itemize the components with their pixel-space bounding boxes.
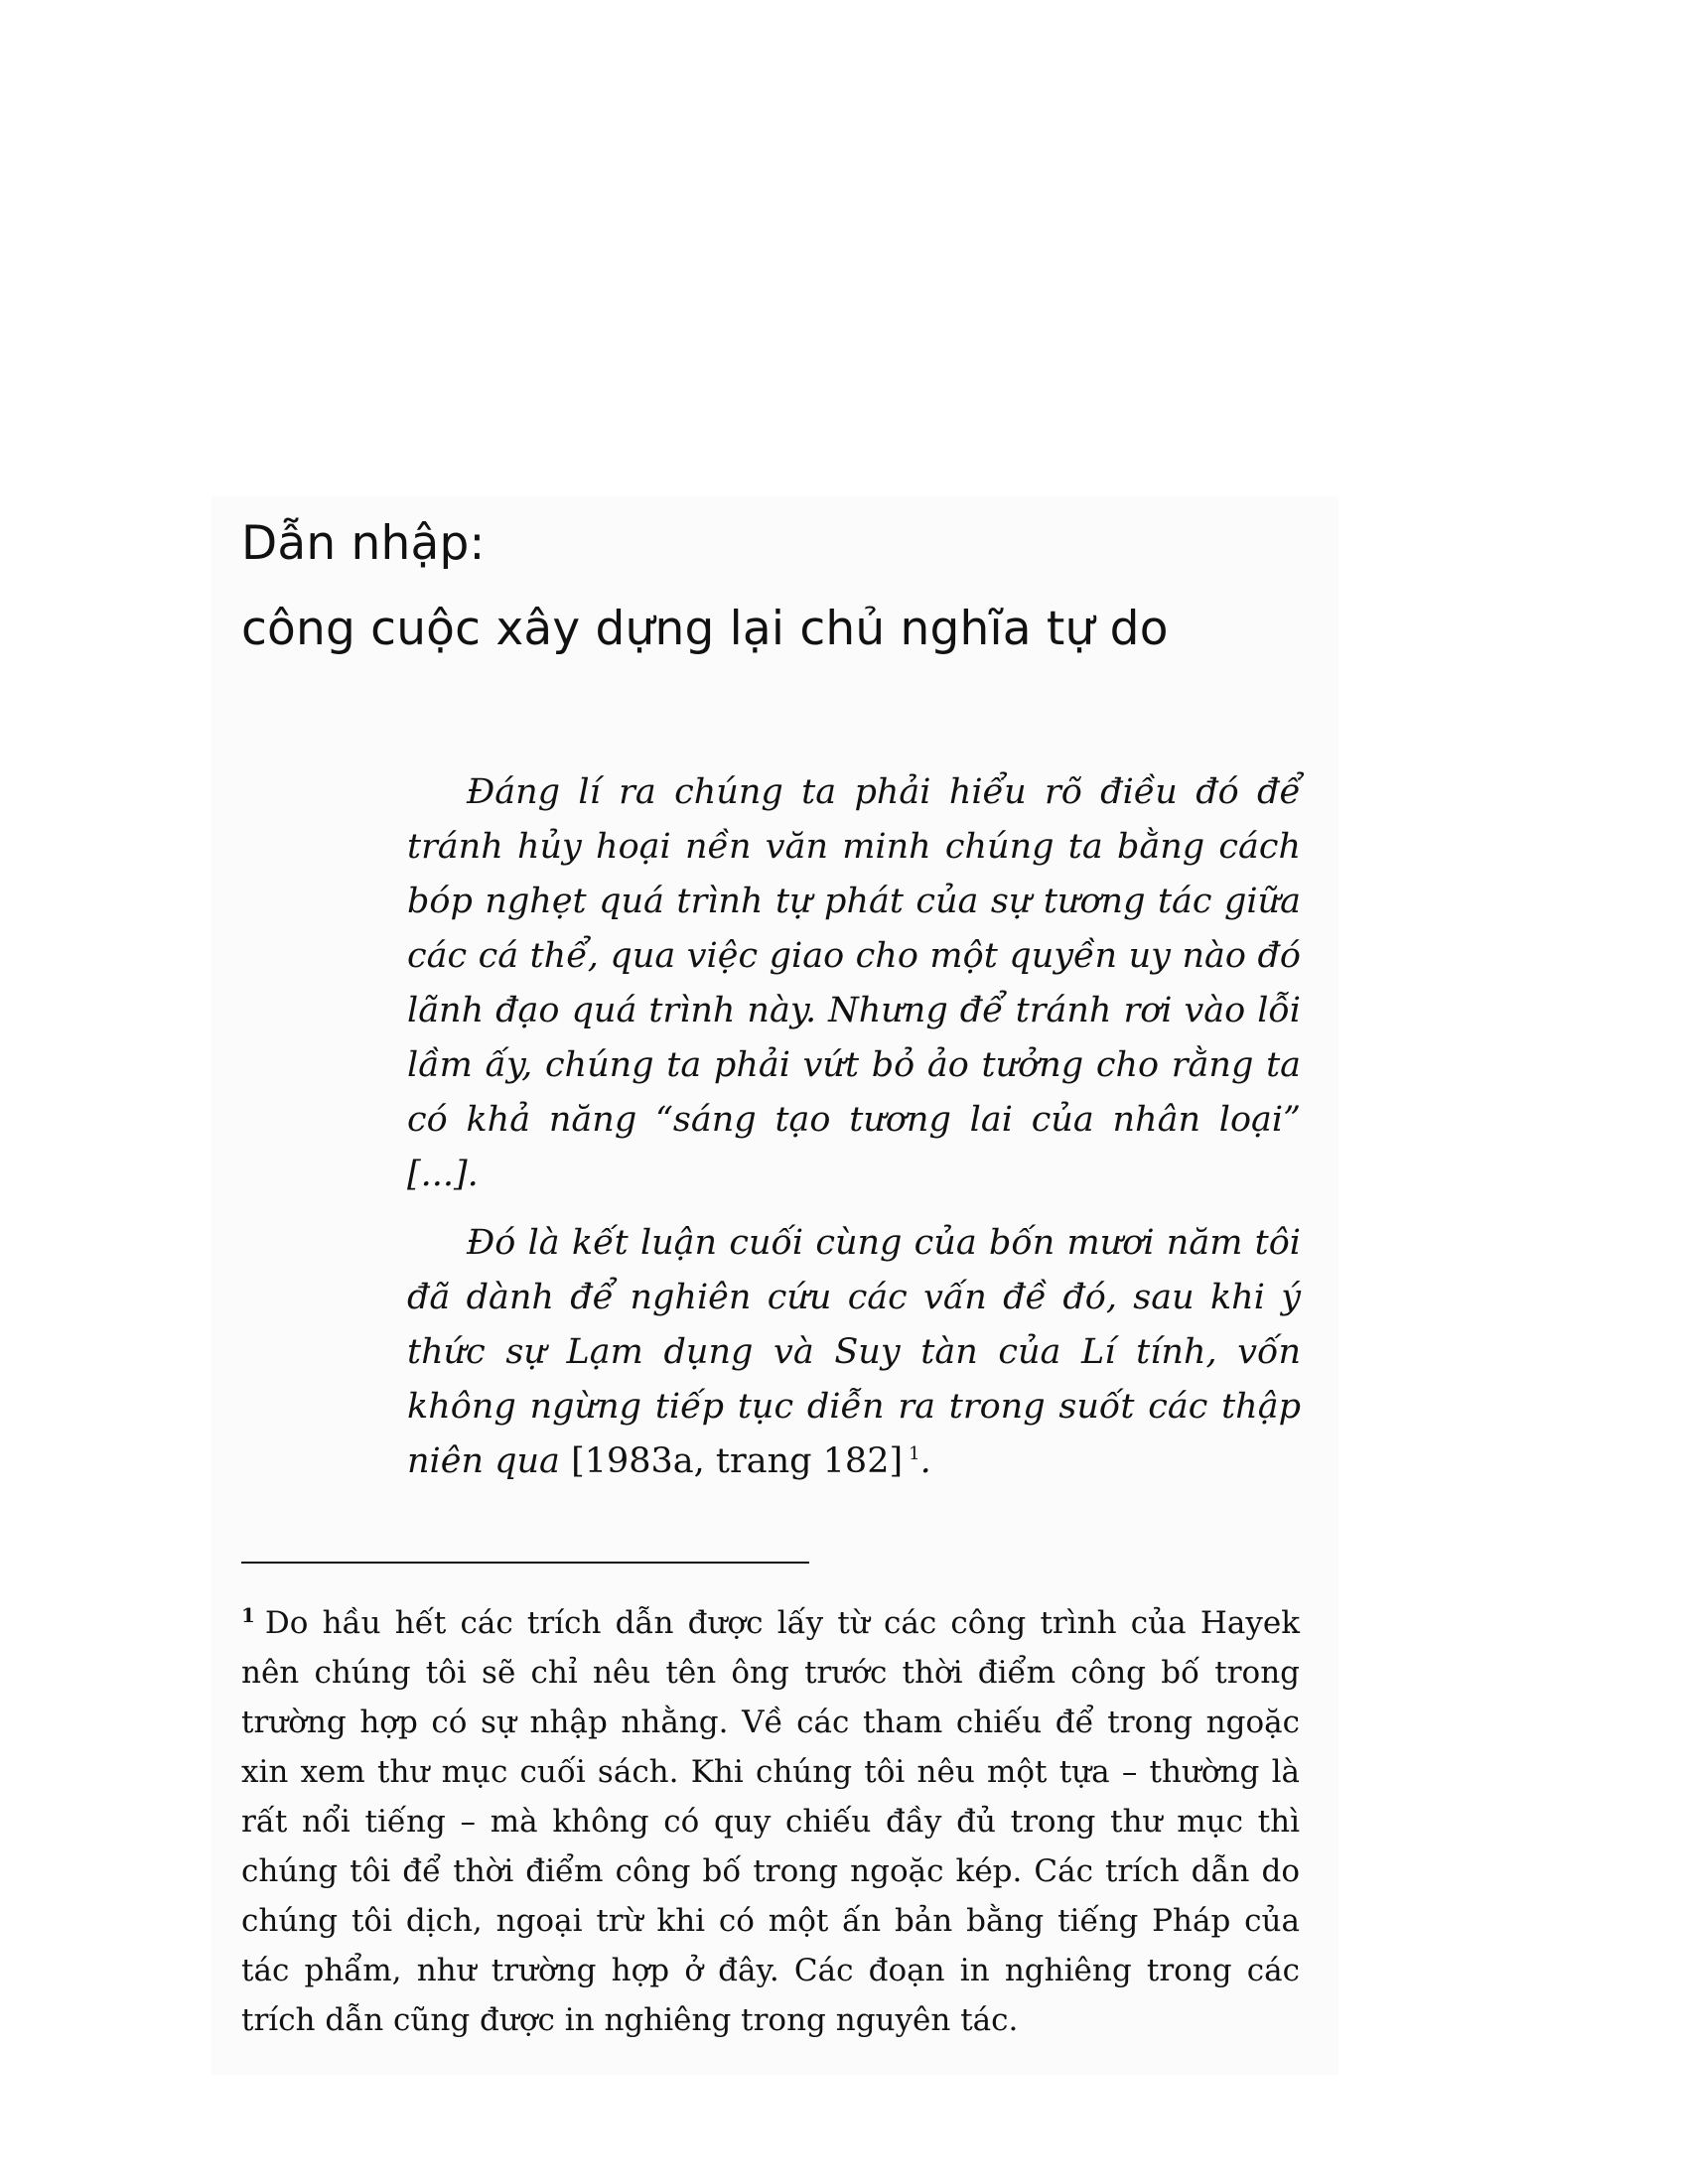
chapter-title bbox=[241, 501, 1334, 672]
epigraph bbox=[407, 765, 1301, 1489]
footnote-divider bbox=[241, 1562, 809, 1564]
epigraph-paragraph-1: Đáng lí ra chúng ta phải hiểu rõ điều đó để tránh hủy hoại nền văn minh chúng ta bằng cách bóp nghẹt quá trình tự phát của sự tương tác giữa các cá thể, qua việc giao cho một quyền uy nào đó lãnh đạo quá trình này. Nhưng để tránh rơi vào lỗi lầm ấy, chúng ta phải vứt bỏ ảo tưởng cho rằng ta có khả năng “sáng tạo tương lai của nhân loại” [...]. bbox=[407, 772, 1301, 1194]
footnote bbox=[241, 1598, 1300, 2045]
epigraph-paragraph-2-text: Đó là kết luận cuối cùng của bốn mươi năm tôi đã dành để nghiên cứu các vấn đề đó, sau khi ý thức sự Lạm dụng và Suy tàn của Lí tính, vốn không ngừng tiếp tục diễn ra trong suốt các thập niên qua bbox=[407, 1223, 1301, 1481]
epigraph-citation: [1983a, trang 182] bbox=[571, 1441, 904, 1481]
footnote-marker: 1 bbox=[241, 1602, 255, 1627]
footnote-text: Do hầu hết các trích dẫn được lấy từ các công trình của Hayek nên chúng tôi sẽ chỉ nêu tên ông trước thời điểm công bố trong trường hợp có sự nhập nhằng. Về các tham chiếu để trong ngoặc xin xem thư mục cuối sách. Khi chúng tôi nêu một tựa – thường là rất nổi tiếng – mà không có quy chiếu đầy đủ trong thư mục thì chúng tôi để thời điểm công bố trong ngoặc kép. Các trích dẫn do chúng tôi dịch, ngoại trừ khi có một ấn bản bằng tiếng Pháp của tác phẩm, như trường hợp ở đây. Các đoạn in nghiêng trong các trích dẫn cũng được in nghiêng trong nguyên tác. bbox=[241, 1605, 1300, 2038]
epigraph-paragraph-2 bbox=[407, 1216, 1301, 1489]
epigraph-footnote-marker: 1 bbox=[909, 1443, 920, 1465]
chapter-title-line-2: công cuộc xây dựng lại chủ nghĩa tự do bbox=[241, 602, 1169, 656]
chapter-title-line-1: Dẫn nhập: bbox=[241, 516, 486, 571]
epigraph-end-mark: . bbox=[919, 1441, 931, 1481]
